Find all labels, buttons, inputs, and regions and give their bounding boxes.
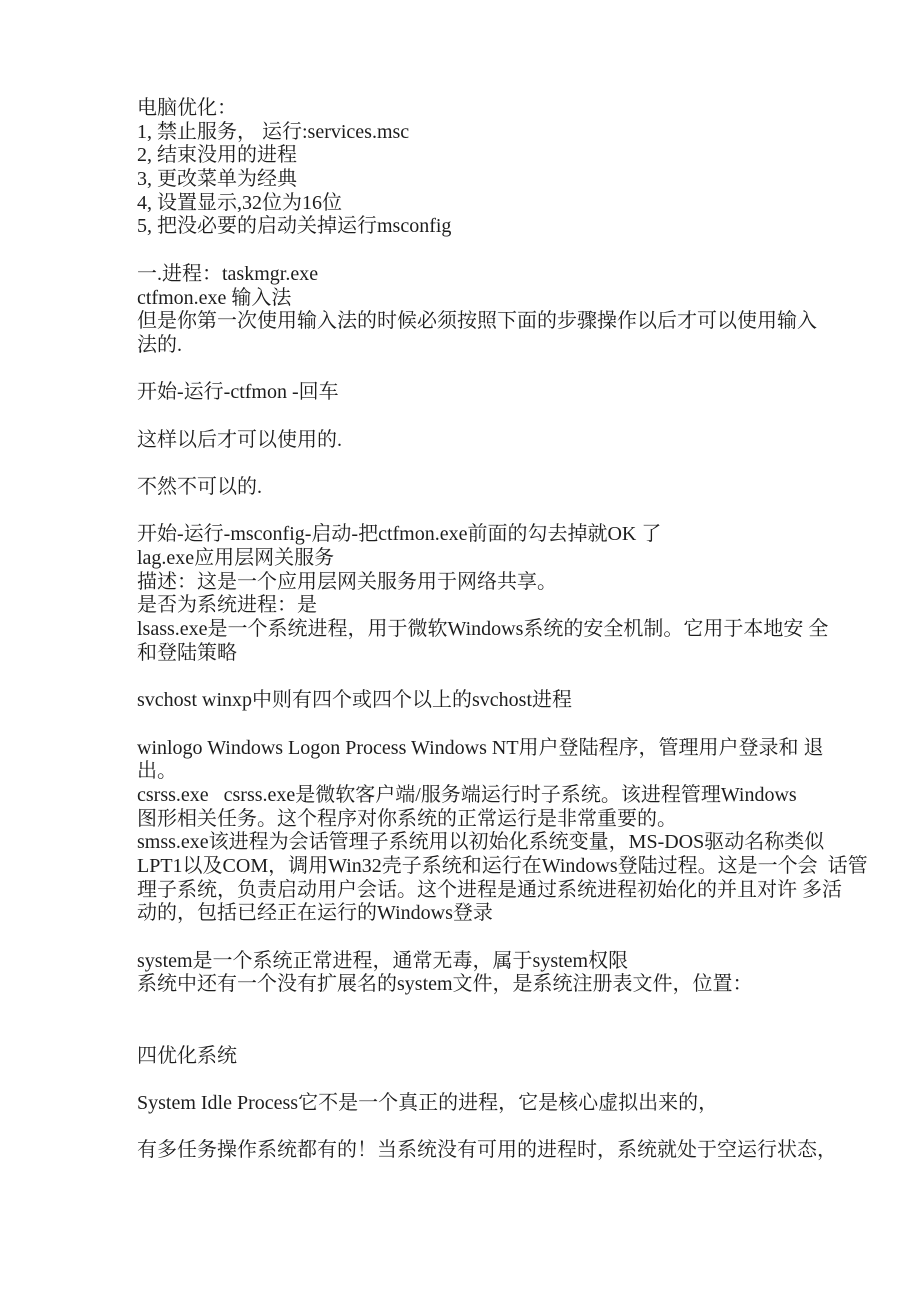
text-line [137, 1116, 827, 1140]
text-line: 但是你第一次使用输入法的时候必须按照下面的步骤操作以后才可以使用输入 [137, 310, 817, 333]
text-line: 法的. [137, 333, 182, 356]
text-line: 有多任务操作系统都有的！当系统没有可用的进程时，系统就处于空运行状态， [137, 1139, 837, 1162]
text-line: 出。 [137, 760, 177, 783]
text-line [137, 997, 827, 1021]
text-line [137, 239, 827, 263]
text-line: System Idle Process它不是一个真正的进程，它是核心虚拟出来的， [137, 1091, 719, 1114]
text-line: 理子系统，负责启动用户会话。这个进程是通过系统进程初始化的并且对许 多活 [137, 878, 842, 901]
text-line [137, 452, 827, 476]
text-line: 一.进程：taskmgr.exe [137, 262, 319, 285]
text-line: 动的，包括已经正在运行的Windows登录 [137, 902, 493, 925]
text-line: 5, 把没必要的启动关掉运行msconfig [137, 215, 452, 238]
text-line: lag.exe应用层网关服务 [137, 547, 335, 570]
text-line: 和登陆策略 [137, 641, 237, 664]
text-line [137, 666, 827, 690]
text-line: 四优化系统 [137, 1044, 237, 1067]
text-line [137, 713, 827, 737]
text-line: 电脑优化： [137, 97, 237, 119]
text-line: 3, 更改菜单为经典 [137, 168, 297, 191]
document-body [137, 97, 868, 1163]
text-line [137, 926, 827, 950]
text-line: smss.exe该进程为会话管理子系统用以初始化系统变量，MS-DOS驱动名称类似 [137, 831, 825, 854]
text-line: csrss.exe csrss.exe是微软客户端/服务端运行时子系统。该进程管理Windows [137, 783, 797, 806]
text-line [137, 500, 827, 524]
text-line [137, 358, 827, 382]
text-line: 开始-运行-msconfig-启动-把ctfmon.exe前面的勾去掉就OK 了 [137, 523, 662, 546]
text-line: 描述：这是一个应用层网关服务用于网络共享。 [137, 570, 557, 593]
text-line [137, 405, 827, 429]
text-line: 不然不可以的. [137, 476, 262, 498]
text-line: 1, 禁止服务， 运行:services.msc [137, 120, 410, 143]
text-line: 这样以后才可以使用的. [137, 428, 342, 451]
text-line: svchost winxp中则有四个或四个以上的svchost进程 [137, 689, 572, 712]
text-line: lsass.exe是一个系统进程，用于微软Windows系统的安全机制。它用于本地安 全 [137, 618, 829, 641]
text-line: ctfmon.exe 输入法 [137, 286, 292, 309]
text-line: 图形相关任务。这个程序对你系统的正常运行是非常重要的。 [137, 807, 677, 830]
text-line: system是一个系统正常进程，通常无毒，属于system权限 [137, 949, 629, 972]
text-line: LPT1以及COM，调用Win32壳子系统和运行在Windows登陆过程。这是一个会 话管 [137, 855, 868, 877]
text-line: 系统中还有一个没有扩展名的system文件，是系统注册表文件，位置： [137, 973, 753, 996]
text-line: 2, 结束没用的进程 [137, 144, 297, 167]
text-line: 开始-运行-ctfmon -回车 [137, 381, 339, 404]
text-line [137, 1021, 827, 1045]
text-line: 是否为系统进程：是 [137, 594, 317, 617]
text-line [137, 1068, 827, 1092]
text-line: winlogo Windows Logon Process Windows NT用户登陆程序，管理用户登录和 退 [137, 736, 824, 759]
text-line: 4, 设置显示,32位为16位 [137, 191, 342, 214]
